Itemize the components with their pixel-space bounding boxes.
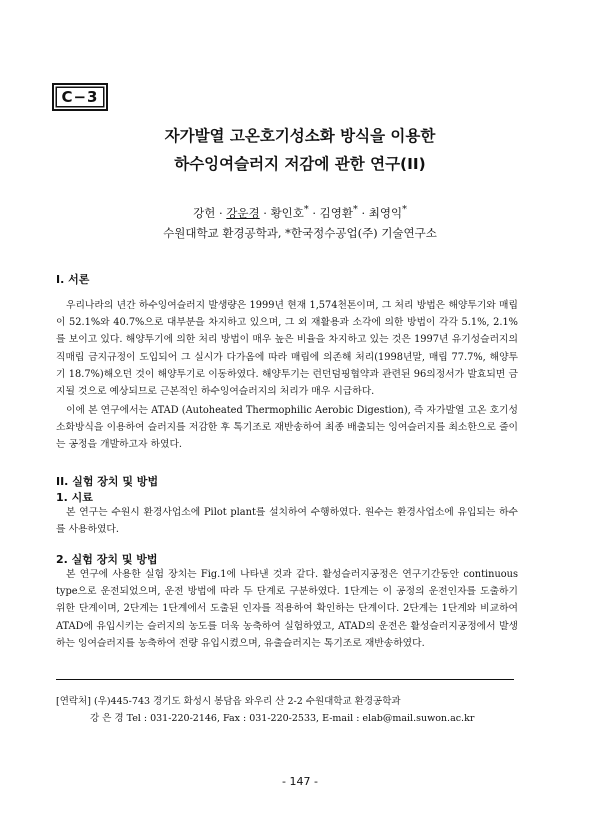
sample-paragraph: 본 연구는 수원시 환경사업소에 Pilot plant를 설치하여 수행하였다. 원수는 환경사업소에 유입되는 하수를 사용하였다.: [56, 507, 518, 536]
author-separator: ·: [259, 205, 271, 220]
author-2: 강운경: [226, 205, 260, 220]
apparatus-paragraph: 본 연구에 사용한 실험 장치는 Fig.1에 나타낸 것과 같다. 활성슬러지공정은 연구기간동안 continuous type으로 운전되었으며, 운전 방법에 따라 두 단계로 구분하였다. 1단계는 이 공정의 운전인자를 도출하기 위한 단계이며, 2단계는 1단계에서 도출된 인자를 적용하여 확인하는 단계이다. 2단계는 1단계와 비교하여 ATAD에 유입시키는 슬러지의 농도를 더욱 농축하여 실험하였고, ATAD의 운전은 활성슬러지공정에서 발생하는 잉여슬러지를 농축하여 전량 유입시켰으며, 유출슬러지는 톡기조로 재반송하였다.: [56, 569, 518, 649]
author-list: [0, 204, 600, 221]
affiliation: 수원대학교 환경공학과, *한국정수공업(주) 기술연구소: [163, 226, 437, 240]
subsection-heading-sample: 1. 시료: [56, 491, 93, 504]
section-heading-methods: II. 실험 장치 및 방법: [56, 475, 159, 488]
intro-paragraph-2: 이에 본 연구에서는 ATAD (Autoheated Thermophilic Aerobic Digestion), 즉 자가발열 고온 호기성 소화방식을 이용하여 슬러지를 저감한 후 톡기조로 재반송하여 최종 배출되는 잉여슬러지를 최소한으로 줄이는 공정을 개발하고자 하였다.: [56, 405, 518, 451]
contact-line-1: [연락처] (우)445-743 경기도 화성시 봉담읍 와우리 산 2-2 수원대학교 환경공학과: [56, 696, 401, 707]
session-tag: C−3: [52, 83, 108, 111]
subsection-heading-apparatus: 2. 실험 장치 및 방법: [56, 553, 158, 566]
affiliation-star: *: [402, 204, 407, 215]
author-4: 김영환: [319, 205, 353, 220]
affiliation-star: *: [303, 204, 309, 215]
intro-paragraph-1: 우리나라의 년간 하수잉여슬러지 발생량은 1999년 현재 1,574천톤이며, 그 처리 방법은 해양투기와 매립이 52.1%와 40.7%으로 대부분을 차지하고 있으며, 그 외 재활용과 소각에 의한 방법이 각각 5.1%, 2.1%를 보이고 있다. 해양투기에 의한 처리 방법이 매우 높은 비율을 차지하고 있는 것은 1997년 유기성슬러지의 직매립 금지규정이 도입되어 그 실시가 다가옴에 따라 매립에 의존해 처리(1998년말, 매립 77.7%, 해양투기 18.7%)해오던 것이 해양투기로 이동하였다. 해양투기는 런던덤핑협약과 관련된 96의정서가 발효되면 금지될 것으로 예상되므로 근본적인 하수잉여슬러지의 처리가 매우 시급하다.: [56, 300, 518, 398]
author-separator: ·: [308, 205, 320, 220]
author-separator: ·: [357, 205, 369, 220]
author-separator: ·: [215, 205, 227, 220]
title-line-2: 하수잉여슬러지 저감에 관한 연구(II): [174, 155, 426, 173]
affiliation-star: *: [353, 204, 358, 215]
footnote-divider: [56, 679, 514, 680]
author-3: 황인호: [270, 205, 304, 220]
title-line-1: 자가발열 고온호기성소화 방식을 이용한: [164, 127, 436, 145]
contact-line-2: 강 은 경 Tel : 031-220-2146, Fax : 031-220-2533, E-mail : elab@mail.suwon.ac.kr: [90, 713, 475, 724]
section-heading-intro: I. 서론: [56, 273, 90, 286]
author-1: 강헌: [193, 205, 216, 220]
author-5: 최영익: [368, 205, 403, 220]
page-number: - 147 -: [282, 775, 318, 788]
